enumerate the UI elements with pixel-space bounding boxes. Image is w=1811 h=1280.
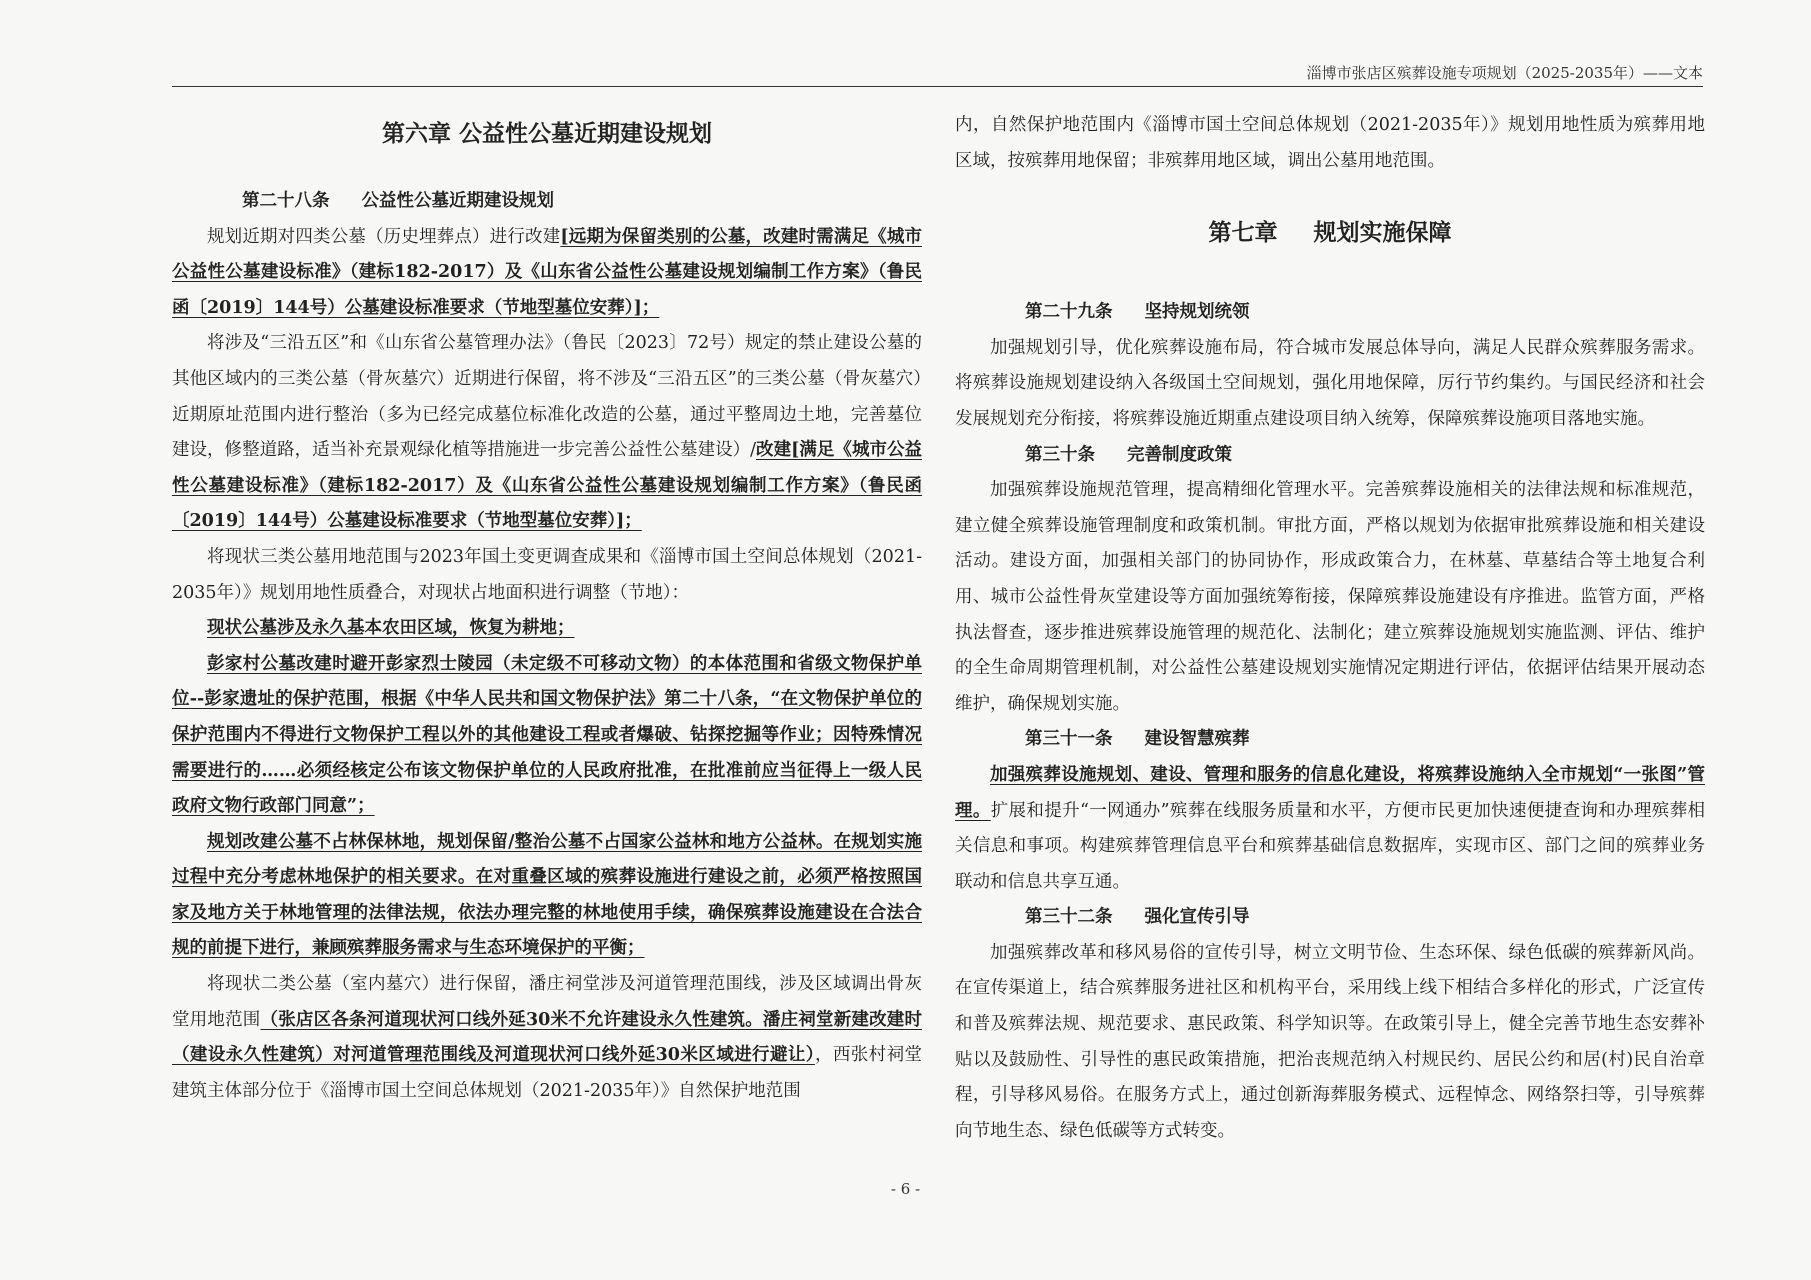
- paragraph: 将现状三类公墓用地范围与2023年国土变更调查成果和《淄博市国土空间总体规划（2021-2035年）》规划用地性质叠合，对现状占地面积进行调整（节地）：: [172, 546, 922, 603]
- article-number: 第二十八条: [242, 191, 330, 211]
- page-number: - 6 -: [890, 1180, 921, 1198]
- right-column: [955, 108, 1705, 1149]
- article-heading: [955, 900, 1705, 936]
- article-number: 第三十二条: [1025, 907, 1113, 928]
- article-title: 强化宣传引导: [1144, 907, 1250, 928]
- header-rule: [172, 86, 1703, 87]
- article-title: 坚持规划统领: [1144, 302, 1250, 323]
- paragraph: 加强殡葬改革和移风易俗的宣传引导，树立文明节俭、生态环保、绿色低碳的殡葬新风尚。在宣传渠道上，结合殡葬服务进社区和机构平台，采用线上线下相结合多样化的形式，广泛宣传和普及殡葬法规、规范要求、惠民政策、科学知识等。在政策引导上，健全完善节地生态安葬补贴以及鼓励性、引导性的惠民政策措施，把治丧规范纳入村规民约、居民公约和居(村)民自治章程，引导移风易俗。在服务方式上，通过创新海葬服务模式、远程悼念、网络祭扫等，引导殡葬向节地生态、绿色低碳等方式转变。: [955, 942, 1705, 1141]
- paragraph: [955, 758, 1705, 900]
- chapter-label: 第七章: [1208, 219, 1278, 247]
- underlined-text: 加强殡葬设施规划、建设、管理和服务的信息化建设，将殡葬设施纳入全市规划“一张图”管理。: [955, 764, 1705, 821]
- text-run: ，西张村祠堂建筑主体部分位于《淄博市国土空间总体规划（2021-2035年）》自然保护地范围: [172, 1045, 922, 1101]
- underlined-text: 彭家村公墓改建时避开彭家烈士陵园（未定级不可移动文物）的本体范围和省级文物保护单位--彭家遗址的保护范围，根据《中华人民共和国文物保护法》第二十八条，“在文物保护单位的保护范围内不得进行文物保护工程以外的其他建设工程或者爆破、钻探挖掘等作业；因特殊情况需要进行的……必须经核定公布该文物保护单位的人民政府批准，在批准前应当征得上一级人民政府文物行政部门同意”；: [172, 653, 922, 817]
- article-heading: [955, 438, 1705, 474]
- article-title: 完善制度政策: [1127, 444, 1232, 465]
- running-header: 淄博市张店区殡葬设施专项规划（2025-2035年）——文本: [1306, 64, 1703, 82]
- paragraph: [172, 825, 922, 967]
- paragraph-continuation: 内，自然保护地范围内《淄博市国土空间总体规划（2021-2035年）》规划用地性质为殡葬用地区域，按殡葬用地保留；非殡葬用地区域，调出公墓用地范围。: [955, 115, 1705, 171]
- chapter-title: 第六章 公益性公墓近期建设规划: [381, 120, 712, 147]
- paragraph: [172, 967, 922, 1109]
- article-heading: [172, 184, 922, 220]
- text-run: 扩展和提升“一网通办”殡葬在线服务质量和水平，方便市民更加快速便捷查询和办理殡葬相关信息和事项。构建殡葬管理信息平台和殡葬基础信息数据库，实现市区、部门之间的殡葬业务联动和信息共享互通。: [955, 800, 1706, 892]
- article-number: 第三十条: [1025, 444, 1095, 465]
- underlined-text: [远期为保留类别的公墓，改建时需满足《城市公益性公墓建设标准》（建标182-2017）及《山东省公益性公墓建设规划编制工作方案》（鲁民函〔2019〕144号）公墓建设标准要求（节地型墓位安葬）]；: [172, 226, 922, 318]
- chapter-name: 规划实施保障: [1313, 219, 1452, 247]
- chapter-title: [955, 203, 1705, 263]
- underlined-text: （张店区各条河道现状河口线外延30米不允许建设永久性建筑。潘庄祠堂新建改建时（建设永久性建筑）对河道管理范围线及河道现状河口线外延30米区域进行避让）: [172, 1009, 922, 1066]
- article-title: 公益性公墓近期建设规划: [361, 191, 554, 211]
- underlined-text: 改建[满足《城市公益性公墓建设标准》（建标182-2017）及《山东省公益性公墓建设规划编制工作方案》（鲁民函〔2019〕144号）公墓建设标准要求（节地型墓位安葬）]；: [172, 440, 922, 532]
- article-title: 建设智慧殡葬: [1144, 729, 1250, 750]
- text-run: 将涉及“三沿五区”和《山东省公墓管理办法》（鲁民〔2023〕72号）规定的禁止建设公墓的其他区域内的三类公墓（骨灰墓穴）近期进行保留，将不涉及“三沿五区”的三类公墓（骨灰墓穴）近期原址范围内进行整治（多为已经完成墓位标准化改造的公墓，通过平整周边土地，完善墓位建设，修整道路，适当补充景观绿化植等措施进一步完善公益性公墓建设）/: [172, 333, 922, 461]
- underlined-text: 现状公墓涉及永久基本农田区域，恢复为耕地；: [207, 618, 575, 639]
- text-run: 将现状二类公墓（室内墓穴）进行保留，潘庄祠堂涉及河道管理范围线，涉及区域调出骨灰堂用地范围: [172, 974, 922, 1030]
- article-heading: [955, 722, 1705, 758]
- left-column: [172, 108, 922, 1109]
- underlined-text: 规划改建公墓不占林保林地，规划保留/整治公墓不占国家公益林和地方公益林。在规划实施过程中充分考虑林地保护的相关要求。在对重叠区域的殡葬设施进行建设之前，必须严格按照国家及地方关于林地管理的法律法规，依法办理完整的林地使用手续，确保殡葬设施建设在合法合规的前提下进行，兼顾殡葬服务需求与生态环境保护的平衡；: [172, 831, 922, 959]
- text-run: 规划近期对四类公墓（历史埋葬点）进行改建: [207, 226, 561, 247]
- article-number: 第二十九条: [1025, 302, 1113, 323]
- paragraph: [172, 220, 922, 327]
- paragraph: [172, 611, 922, 647]
- paragraph: [172, 647, 922, 825]
- paragraph: [172, 326, 922, 540]
- article-number: 第三十一条: [1025, 729, 1113, 750]
- paragraph: 加强规划引导，优化殡葬设施布局，符合城市发展总体导向，满足人民群众殡葬服务需求。将殡葬设施规划建设纳入各级国土空间规划，强化用地保障，厉行节约集约。与国民经济和社会发展规划充分衔接，将殡葬设施近期重点建设项目纳入统筹，保障殡葬设施项目落地实施。: [955, 337, 1705, 429]
- paragraph: 加强殡葬设施规范管理，提高精细化管理水平。完善殡葬设施相关的法律法规和标准规范，建立健全殡葬设施管理制度和政策机制。审批方面，严格以规划为依据审批殡葬设施和相关建设活动。建设方面，加强相关部门的协同协作，形成政策合力，在林墓、草墓结合等土地复合利用、城市公益性骨灰堂建设等方面加强统筹衔接，保障殡葬设施建设有序推进。监管方面，严格执法督查，逐步推进殡葬设施管理的规范化、法制化；建立殡葬设施规划实施监测、评估、维护的全生命周期管理机制，对公益性公墓建设规划实施情况定期进行评估，依据评估结果开展动态维护，确保规划实施。: [955, 480, 1705, 714]
- article-heading: [955, 295, 1705, 331]
